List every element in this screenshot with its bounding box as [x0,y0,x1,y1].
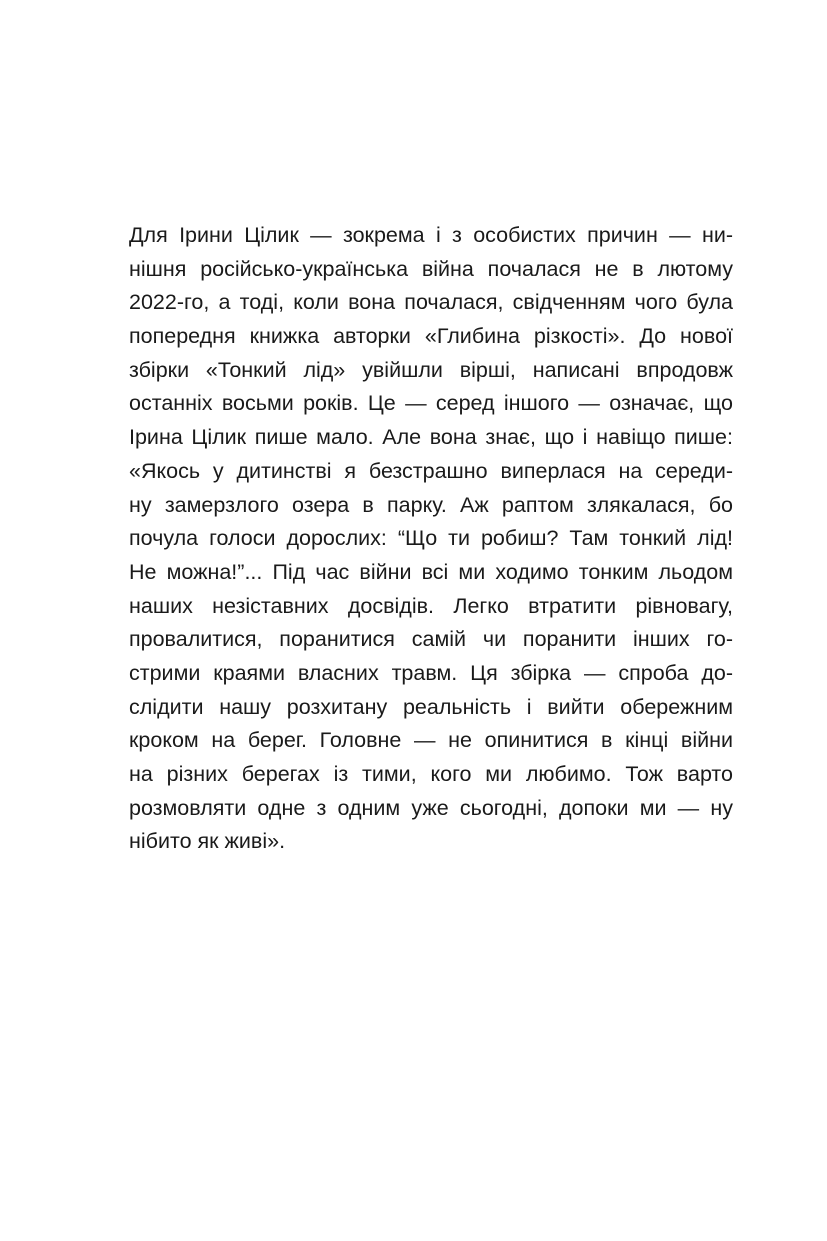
paragraph-line: збірки «Тонкий лід» увійшли вірші, написані впродовж [129,357,733,382]
paragraph-line: нібито як живі». [129,829,286,854]
paragraph-line: кроком на берег. Головне — не опинитися в кінці війни [129,728,733,753]
paragraph-line: останніх восьми років. Це — серед іншого — означає, що [129,391,733,416]
paragraph-line: провалитися, поранитися самій чи поранити інших го- [129,627,733,652]
annotation-paragraph [129,219,733,859]
paragraph-line: «Якось у дитинстві я безстрашно виперлася на середи- [129,458,733,483]
paragraph-line: почула голоси дорослих: “Що ти робиш? Там тонкий лід! [129,526,733,551]
paragraph-line: на різних берегах із тими, кого ми любимо. Тож варто [129,762,733,786]
paragraph-line: попередня книжка авторки «Глибина різкості». До нової [129,324,733,349]
paragraph-line: розмовляти одне з одним уже сьогодні, допоки ми — ну [129,795,733,820]
paragraph-line: Не можна!”... Під час війни всі ми ходимо тонким льодом [129,559,733,584]
paragraph-line: Для Ірини Цілик — зокрема і з особистих причин — ни- [129,223,733,247]
paragraph-line: стрими краями власних травм. Ця збірка — спроба до- [129,660,733,685]
paragraph-line: наших незіставних досвідів. Легко втратити рівновагу, [129,593,733,618]
paragraph-line: ну замерзлого озера в парку. Аж раптом злякалася, бо [129,492,733,517]
paragraph-line: слідити нашу розхитану реальність і вийти обережним [129,694,733,719]
paragraph-line: нішня російсько-українська війна почалася не в лютому [129,256,733,281]
paragraph-line: 2022-го, а тоді, коли вона почалася, свідченням чого була [129,290,733,315]
paragraph-line: Ірина Цілик пише мало. Але вона знає, що і навіщо пише: [129,425,733,450]
